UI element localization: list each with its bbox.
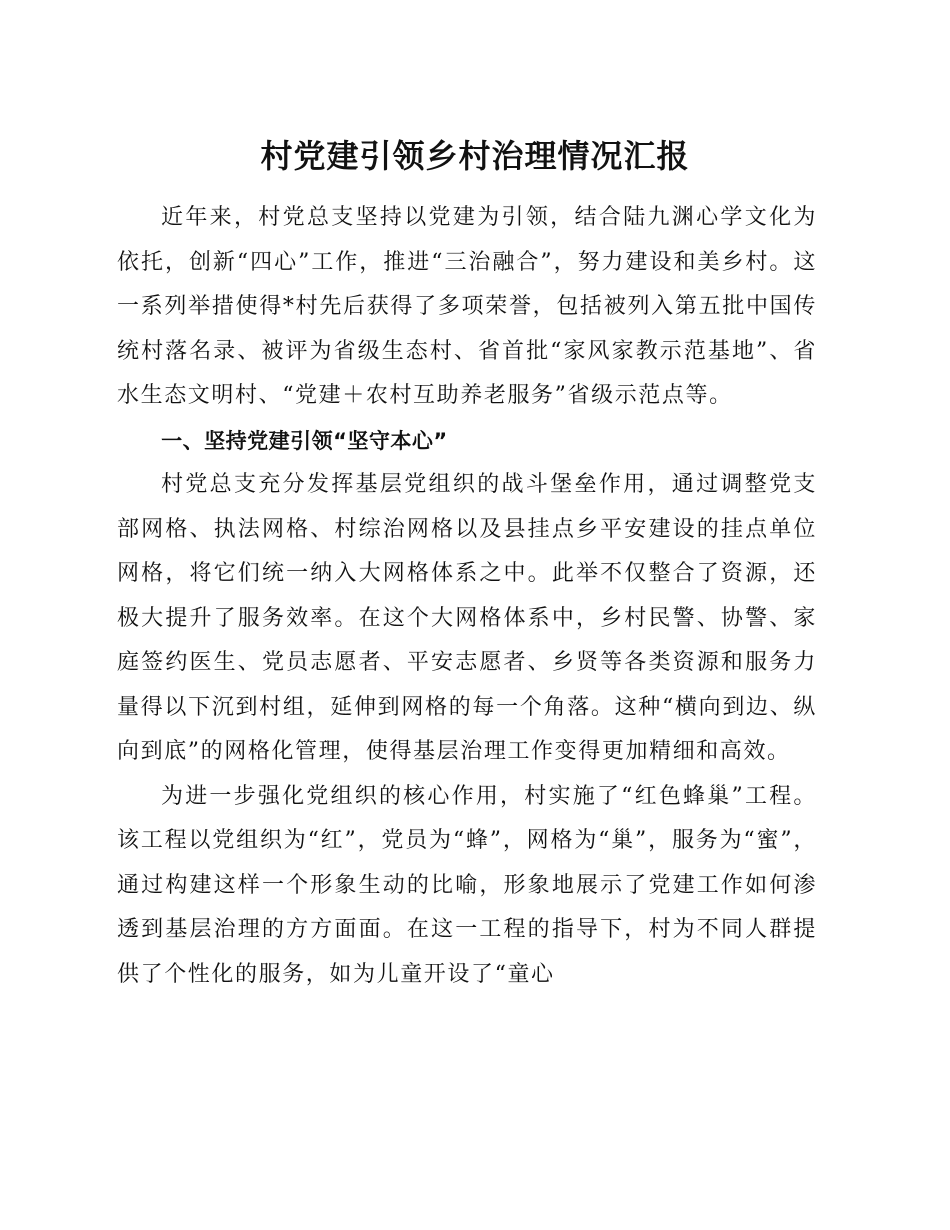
document-body [117, 196, 817, 997]
section-heading-1: 一、坚持党建引领“坚守本心” [161, 428, 448, 453]
paragraph-grid-management: 村党总支充分发挥基层党组织的战斗堡垒作用，通过调整党支部网格、执法网格、村综治网格以及县挂点乡平安建设的挂点单位网格，将它们统一纳入大网格体系之中。此举不仅整合了资源，还极大提升了服务效率。在这个大网格体系中，乡村民警、协警、家庭签约医生、党员志愿者、平安志愿者、乡贤等各类资源和服务力量得以下沉到村组，延伸到网格的每一个角落。这种“横向到边、纵向到底”的网格化管理，使得基层治理工作变得更加精细和高效。 [117, 472, 817, 764]
document-title: 村党建引领乡村治理情况汇报 [260, 137, 690, 175]
paragraph-red-hive: 为进一步强化党组织的核心作用，村实施了“红色蜂巢”工程。该工程以党组织为“红”，党员为“蜂”，网格为“巢”，服务为“蜜”，通过构建这样一个形象生动的比喻，形象地展示了党建工作如何渗透到基层治理的方方面面。在这一工程的指导下，村为不同人群提供了个性化的服务，如为儿童开设了“童心 [117, 783, 817, 987]
paragraph-intro: 近年来，村党总支坚持以党建为引领，结合陆九渊心学文化为依托，创新“四心”工作，推进“三治融合”，努力建设和美乡村。这一系列举措使得*村先后获得了多项荣誉，包括被列入第五批中国传统村落名录、被评为省级生态村、省首批“家风家教示范基地”、省水生态文明村、“党建＋农村互助养老服务”省级示范点等。 [117, 205, 817, 408]
